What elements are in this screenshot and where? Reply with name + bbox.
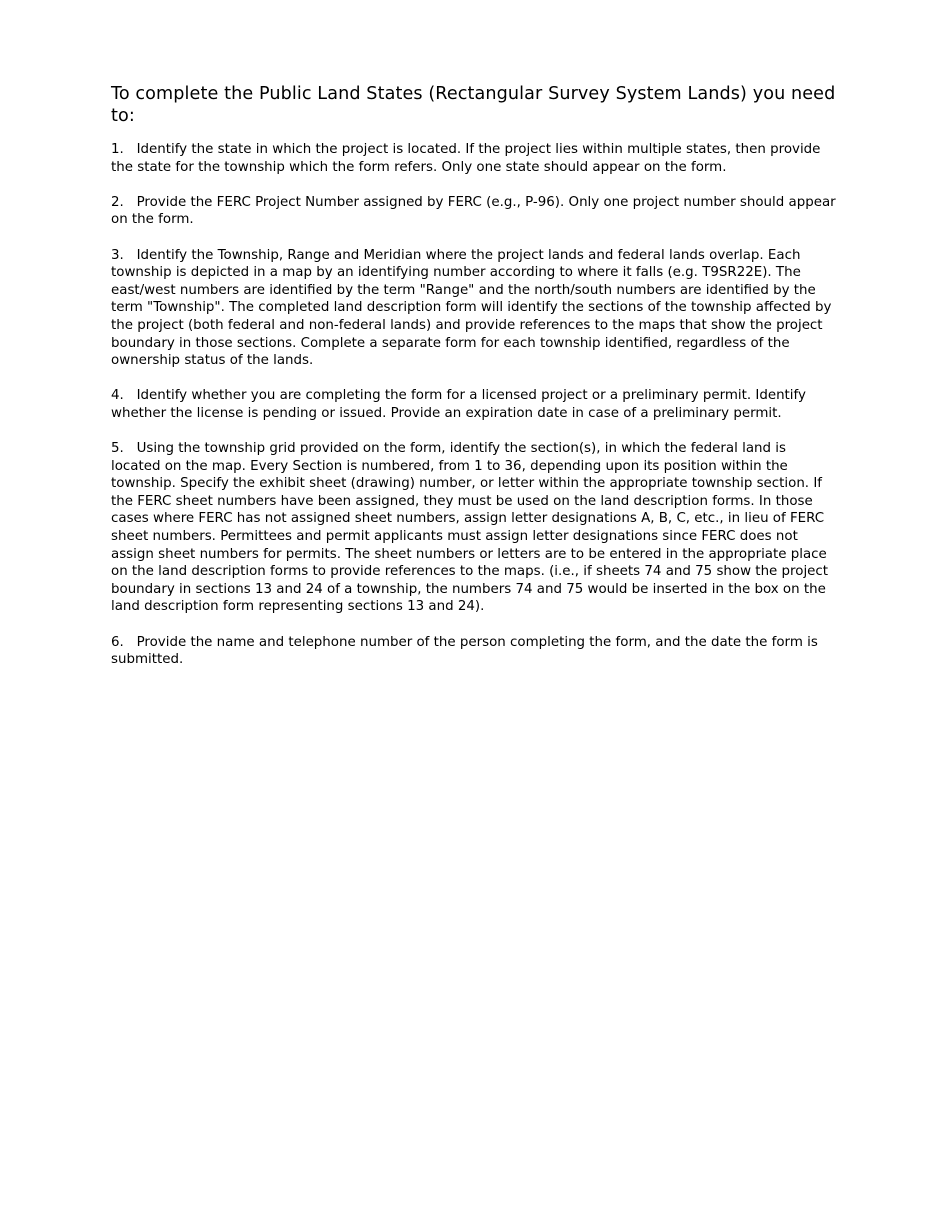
item-number: 2. — [111, 194, 124, 210]
instruction-item-4 — [111, 387, 839, 422]
instruction-item-1 — [111, 141, 839, 176]
item-text: Provide the name and telephone number of the person completing the form, and the date the form is submitted. — [111, 634, 818, 668]
item-number: 5. — [111, 441, 124, 457]
item-text: Identify whether you are completing the form for a licensed project or a preliminary permit. Identify whether the license is pending or issued. Provide an expiration date in case of a preliminary permit. — [111, 388, 806, 421]
item-text: Identify the Township, Range and Meridian where the project lands and federal lands overlap. Each township is depicted in a map by an identifying number according to where it falls (e.g. T9SR22E). The east/west numbers are identified by the term "Range" and the north/south numbers are identified by the term "Township". The completed land description form will identify the sections of the township affected by the project (both federal and non-federal lands) and provide references to the maps that show the project boundary in those sections. Complete a separate form for each township identified, regardless of the ownership status of the lands. — [111, 247, 832, 369]
item-number: 4. — [111, 388, 124, 404]
instruction-item-3 — [111, 247, 839, 370]
item-text: Identify the state in which the project is located. If the project lies within multiple states, then provide the state for the township which the form refers. Only one state should appear on the form. — [111, 142, 821, 175]
item-text: Using the township grid provided on the form, identify the section(s), in which the federal land is located on the map. Every Section is numbered, from 1 to 36, depending upon its position within the township. Specify the exhibit sheet (drawing) number, or letter within the appropriate township section. If the FERC sheet numbers have been assigned, they must be used on the land description forms. In those cases where FERC has not assigned sheet numbers, assign letter designations A, B, C, etc., in lieu of FERC sheet numbers. Permittees and permit applicants must assign letter designations since FERC does not assign sheet numbers for permits. The sheet numbers or letters are to be entered in the appropriate place on the land description forms to provide references to the maps. (i.e., if sheets 74 and 75 show the project boundary in sections 13 and 24 of a township, the numbers 74 and 75 would be inserted in the box on the land description form representing sections 13 and 24). — [111, 441, 829, 615]
item-number: 1. — [111, 142, 124, 157]
document-page — [111, 83, 839, 686]
item-text: Provide the FERC Project Number assigned by FERC (e.g., P-96). Only one project number should appear on the form. — [111, 194, 836, 228]
item-number: 6. — [111, 634, 124, 650]
instruction-item-6 — [111, 634, 839, 669]
document-heading: To complete the Public Land States (Rectangular Survey System Lands) you need to: — [111, 84, 836, 126]
instruction-item-2 — [111, 194, 839, 229]
item-number: 3. — [111, 247, 124, 263]
instruction-item-5 — [111, 440, 839, 616]
